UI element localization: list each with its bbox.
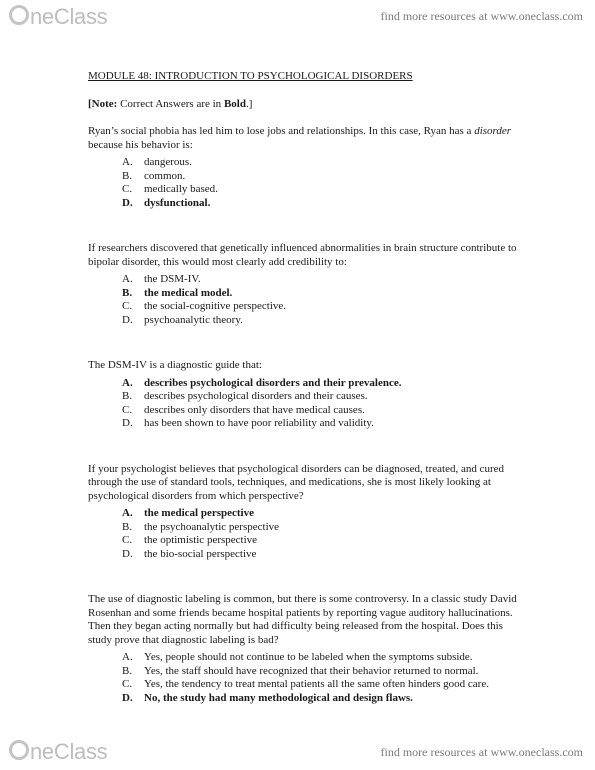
note-bold: Bold <box>223 97 246 110</box>
answer-note <box>88 98 528 112</box>
logo-prefix: ne <box>30 4 54 29</box>
option-d: D. has been shown to have poor reliability and validity. <box>122 417 374 429</box>
option-b: B. common. <box>122 169 186 182</box>
header-tagline[interactable]: find more resources at www.oneclass.com <box>380 9 583 23</box>
logo-text: Class <box>53 739 108 764</box>
question-text: The DSM-IV is a diagnostic guide that: <box>88 359 262 371</box>
question-1 <box>88 125 528 210</box>
option-d: D. the bio-social perspective <box>122 547 257 560</box>
question-2 <box>88 242 528 327</box>
option-list <box>88 377 528 431</box>
question-5 <box>88 593 528 705</box>
oneclass-logo-top[interactable] <box>9 4 107 30</box>
question-text: If your psychologist believes that psychological disorders can be diagnosed, treated, and cured through the use of standard tools, techniques, and medications, she is most likely looking at psychological disorders from which perspective? <box>88 462 505 502</box>
option-d-correct: D. No, the study had many methodological and design flaws. <box>122 691 413 704</box>
page-title: MODULE 48: INTRODUCTION TO PSYCHOLOGICAL DISORDERS <box>88 70 413 82</box>
logo-text: Class <box>53 4 108 29</box>
question-text: The use of diagnostic labeling is common, but there is some controversy. In a classic study David Rosenhan and some friends became hospital patients by reporting vague auditory hallucinations. Then they began acting normally but had difficulty being released from the hospital. Does this study prove that diagnostic labeling is bad? <box>88 593 517 646</box>
option-list <box>88 156 528 210</box>
option-a-correct: A. the medical perspective <box>122 507 254 519</box>
logo-o-icon <box>9 740 29 760</box>
option-list <box>88 651 528 705</box>
option-b-correct: B. the medical model. <box>122 286 233 299</box>
option-a: A. Yes, people should not continue to be labeled when the symptoms subside. <box>122 651 473 663</box>
logo-o-icon <box>9 5 29 25</box>
question-text: Ryan’s social phobia has led him to lose jobs and relationships. In this case, Ryan has a disorder because his behavior is: <box>88 125 512 151</box>
option-b: B. describes psychological disorders and their causes. <box>122 390 368 402</box>
option-d-correct: D. dysfunctional. <box>122 196 211 209</box>
question-4 <box>88 463 528 562</box>
footer-tagline[interactable]: find more resources at www.oneclass.com <box>380 745 583 759</box>
option-b: B. the psychoanalytic perspective <box>122 520 280 533</box>
question-text: If researchers discovered that genetically influenced abnormalities in brain structure contribute to bipolar disorder, this would most clearly add credibility to: <box>88 242 517 268</box>
option-b: B. Yes, the staff should have recognized that their behavior returned to normal. <box>122 664 479 677</box>
option-a: A. the DSM-IV. <box>122 273 201 285</box>
oneclass-logo-bottom[interactable] <box>9 739 107 765</box>
option-c: C. the social-cognitive perspective. <box>122 300 287 312</box>
option-list <box>88 507 528 561</box>
option-c: C. medically based. <box>122 183 218 195</box>
option-a: A. dangerous. <box>122 156 192 168</box>
document-body <box>88 70 528 737</box>
note-open: [Note: <box>88 97 118 110</box>
note-middle: Correct Answers are in <box>117 97 224 110</box>
option-list <box>88 273 528 327</box>
logo-prefix: ne <box>30 739 54 764</box>
note-close: .] <box>245 97 253 110</box>
option-c: C. describes only disorders that have medical causes. <box>122 403 365 416</box>
question-3 <box>88 359 528 431</box>
option-d: D. psychoanalytic theory. <box>122 313 243 326</box>
option-c: C. the optimistic perspective <box>122 534 258 546</box>
option-a-correct: A. describes psychological disorders and their prevalence. <box>122 376 402 389</box>
option-c: C. Yes, the tendency to treat mental patients all the same often hinders good care. <box>122 678 489 690</box>
